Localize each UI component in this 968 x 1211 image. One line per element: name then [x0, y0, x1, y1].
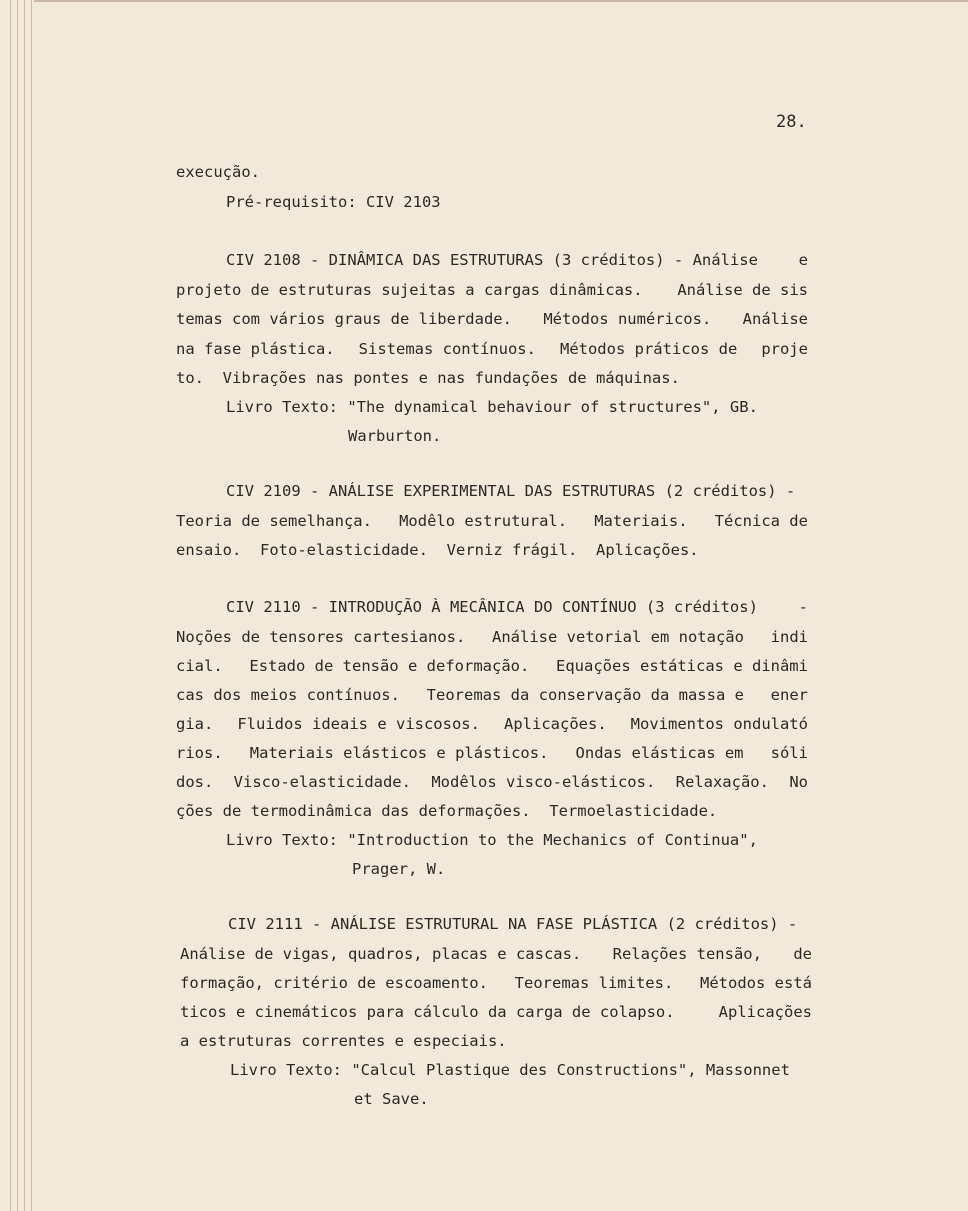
page-number: 28.: [776, 112, 807, 132]
course-text-line: temas com vários graus de liberdade. Métodos numéricos. Análise: [176, 310, 808, 328]
course-text-line: Análise de vigas, quadros, placas e cascas. Relações tensão, de: [180, 945, 812, 963]
course-header-civ2109: CIV 2109 - ANÁLISE EXPERIMENTAL DAS ESTRUTURAS (2 créditos) -: [226, 482, 796, 500]
course-header-civ2111: CIV 2111 - ANÁLISE ESTRUTURAL NA FASE PLÁSTICA (2 créditos) -: [228, 915, 798, 933]
textbook-author: Prager, W.: [352, 860, 446, 878]
textbook-line: Livro Texto: "The dynamical behaviour of structures", GB.: [226, 398, 758, 416]
course-text-line: projeto de estruturas sujeitas a cargas dinâmicas. Análise de sis: [176, 281, 808, 299]
textbook-line: Livro Texto: "Calcul Plastique des Constructions", Massonnet: [230, 1061, 790, 1079]
course-text-line: ções de termodinâmica das deformações. Termoelasticidade.: [176, 802, 718, 820]
course-text-line: dos. Visco-elasticidade. Modêlos visco-elásticos. Relaxação. No: [176, 773, 808, 791]
course-text-line: na fase plástica. Sistemas contínuos. Métodos práticos de proje: [176, 340, 808, 358]
paper-top-edge: [34, 0, 968, 2]
course-header-civ2110: CIV 2110 - INTRODUÇÃO À MECÂNICA DO CONTÍNUO (3 créditos) -: [226, 598, 808, 616]
textbook-line: Livro Texto: "Introduction to the Mechanics of Continua",: [226, 831, 758, 849]
course-text-line: Teoria de semelhança. Modêlo estrutural. Materiais. Técnica de: [176, 512, 808, 530]
course-text-line: ticos e cinemáticos para cálculo da carga de colapso. Aplicações: [180, 1003, 812, 1021]
paper-edge: [17, 0, 18, 1211]
course-text-line: Noções de tensores cartesianos. Análise vetorial em notação indi: [176, 628, 808, 646]
course-text-line: to. Vibrações nas pontes e nas fundações de máquinas.: [176, 369, 680, 387]
paper-edge: [10, 0, 11, 1211]
course-text-line: gia. Fluidos ideais e viscosos. Aplicações. Movimentos ondulató: [176, 715, 808, 733]
textbook-author: et Save.: [354, 1090, 429, 1108]
course-text-line: rios. Materiais elásticos e plásticos. Ondas elásticas em sóli: [176, 744, 808, 762]
paper-edge: [24, 0, 25, 1211]
course-text-line: ensaio. Foto-elasticidade. Verniz frágil. Aplicações.: [176, 541, 699, 559]
course-text-line: cial. Estado de tensão e deformação. Equações estáticas e dinâmi: [176, 657, 808, 675]
continuation-text: execução.: [176, 163, 260, 181]
course-text-line: a estruturas correntes e especiais.: [180, 1032, 507, 1050]
prerequisite-line: Pré-requisito: CIV 2103: [226, 193, 441, 211]
course-header-civ2108: CIV 2108 - DINÂMICA DAS ESTRUTURAS (3 créditos) - Análise e: [226, 251, 808, 269]
textbook-author: Warburton.: [348, 427, 442, 445]
paper-edge: [31, 0, 32, 1211]
course-text-line: formação, critério de escoamento. Teoremas limites. Métodos está: [180, 974, 812, 992]
course-text-line: cas dos meios contínuos. Teoremas da conservação da massa e ener: [176, 686, 808, 704]
